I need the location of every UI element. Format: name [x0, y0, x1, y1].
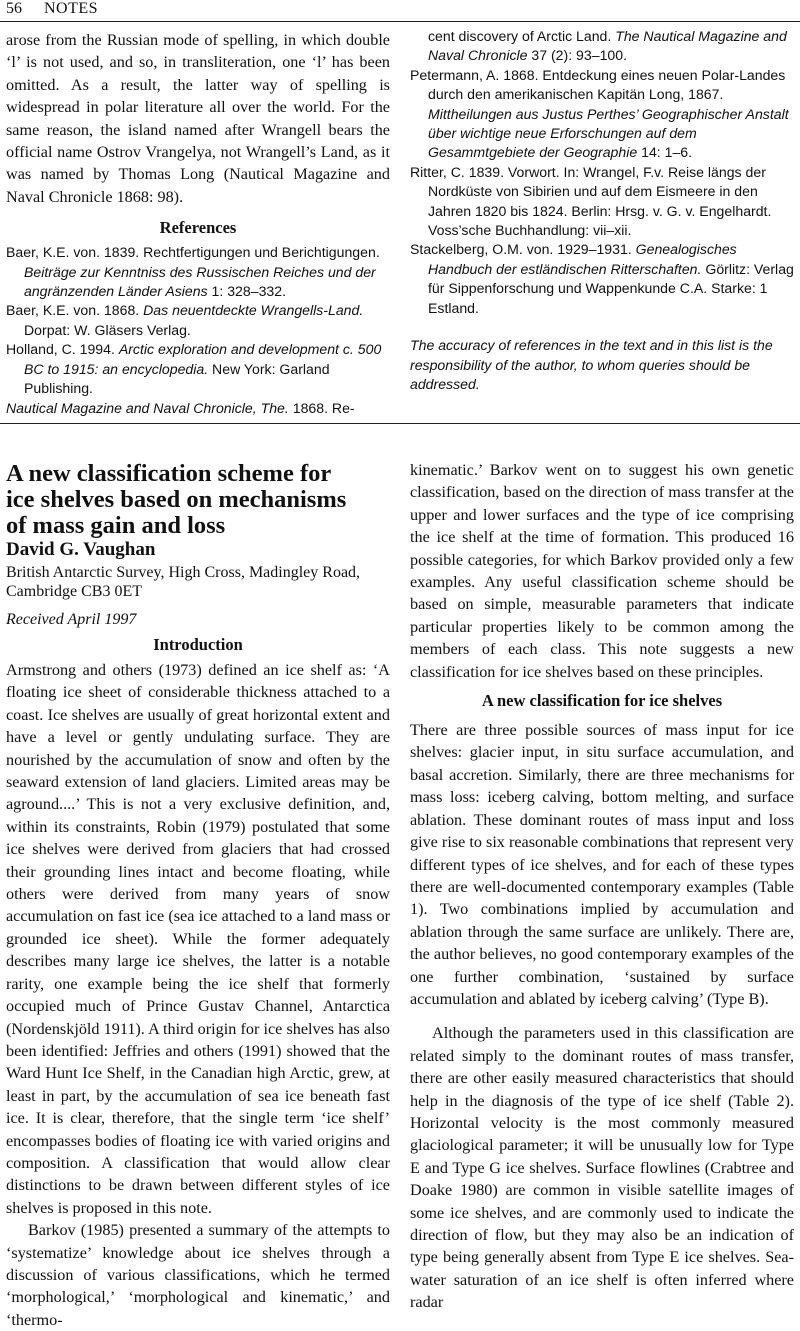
reference-entry: Petermann, A. 1868. Entdeckung eines neuen Polar-Landes durch den amerikanischen Kapitän Long, 1867. Mittheilungen aus Justus Perthes’ Geographischer Anstalt über wichtige neue Erforschungen auf dem Gesammtgebiete der Geographie 14: 1–6. [410, 66, 789, 161]
right-paragraph-3: Although the parameters used in this classification are related simply to the dominant routes of mass transfer, there are other easily measured characteristics that should help in the diagnosis of the type of ice shelf (Table 2). Horizontal velocity is the most commonly measured glaciological parameter; it will be unusually low for Type E and Type G ice shelves. Surface flowlines (Crabtree and Doake 1980) are common in visible satellite images of some ice shelves, and are commonly used to indicate the direction of flow, but they may also be an indication of type being generally absent from Type E ice shelves. Sea-water saturation of an ice shelf is often inferred where radar [410, 1024, 794, 1312]
introduction-heading: Introduction [153, 635, 243, 654]
article-author: David G. Vaughan [6, 539, 156, 560]
article-left-column [6, 461, 390, 1331]
page-number: 56 [6, 0, 22, 17]
reference-entry: Ritter, C. 1839. Vorwort. In: Wrangel, F.v. Reise längs der Nordküste von Sibirien und auf dem Eismeere in den Jahren 1820 bis 1824. Berlin: Hrsg. v. G. v. Engelhardt. Voss’sche Buchhandlung: vii–xii. [410, 163, 772, 239]
header-rule [0, 21, 800, 22]
reference-entry: Holland, C. 1994. Arctic exploration and development c. 500 BC to 1915: an encyclopedia. New York: Garland Publishing. [6, 341, 382, 397]
reference-list-left [6, 243, 390, 418]
right-paragraph-1: kinematic.’ Barkov went on to suggest his own genetic classification, based on the direction of mass transfer at the upper and lower surfaces and the type of ice comprising the ice shelf at the time of formation. This produced 16 possible categories, for which Barkov provided only a few examples. Any useful classification scheme should be based on simple, measurable parameters that indicate particular properties likely to be common among the members of each class. This note suggests a new classification for ice shelves based on these principles. [410, 461, 794, 681]
received-date: Received April 1997 [6, 611, 137, 628]
continued-paragraph: arose from the Russian mode of spelling, in which double ‘l’ is not used, and so, in transliteration, one ‘l’ has been omitted. As a result, the latter way of spelling is widespread in polar literature all over the world. For the same reason, the island named after Wrangell bears the official name Ostrov Vrangelya, not Wrangell’s Land, as it was named by Thomas Long (Nautical Magazine and Naval Chronicle 1868: 98). [6, 31, 390, 206]
reference-continuation: cent discovery of Arctic Land. The Nautical Magazine and Naval Chronicle 37 (2): 93–100. [428, 28, 787, 64]
running-title: NOTES [44, 0, 99, 17]
top-right-column [410, 27, 794, 394]
top-left-column [6, 29, 390, 418]
section-divider [0, 423, 800, 424]
article-title: A new classification scheme for ice shelves based on mechanisms of mass gain and loss [6, 460, 347, 539]
reference-entry: Stackelberg, O.M. von. 1929–1931. Genealogisches Handbuch der estländischen Ritterschaften. Görlitz: Verlag für Sippenforschung und Wappenkunde C.A. Starke: 1 Estland. [410, 241, 794, 316]
references-heading: References [159, 218, 237, 238]
reference-entry: Baer, K.E. von. 1839. Rechtfertigungen und Berichtigungen. Beiträge zur Kenntniss des Russischen Reiches und der angränzenden Länder Asiens 1: 328–332. [6, 244, 380, 300]
intro-paragraph-1: Armstrong and others (1973) defined an ice shelf as: ‘A floating ice sheet of considerable thickness attached to a coast. Ice shelves are usually of great horizontal extent and have a level or gently undulating surface. They are nourished by the accumulation of snow and often by the seaward extension of land glaciers. Limited areas may be aground....’ This is not a very exclusive definition, and, within its constraints, Robin (1979) postulated that some ice shelves were derived from glaciers that had crossed their grounding lines intact and become floating, while others were derived from many years of snow accumulation on fast ice (sea ice attached to a land mass or grounded ice sheet). While the former adequately describes many large ice shelves, the latter is a notable rarity, one example being the ice shelf that formerly occupied much of Prince Gustav Channel, Antarctica (Nordenskjöld 1911). A third origin for ice shelves has also been identified: Jeffries and others (1991) showed that the Ward Hunt Ice Shelf, in the Canadian high Arctic, grew, at least in part, by the accumulation of sea ice beneath fast ice. It is clear, therefore, that the single term ‘ice shelf’ encompasses bodies of floating ice with varied origins and composition. A classification that would allow clear distinctions to be drawn between different styles of ice shelves is proposed in this note. [6, 661, 390, 1217]
reference-entry: Nautical Magazine and Naval Chronicle, The. 1868. Re- [6, 399, 355, 416]
classification-heading: A new classification for ice shelves [481, 691, 723, 711]
author-affiliation: British Antarctic Survey, High Cross, Madingley Road, Cambridge CB3 0ET [6, 564, 361, 600]
intro-paragraph-2: Barkov (1985) presented a summary of the attempts to ‘systematize’ knowledge about ice shelves through a discussion of various classifications, which he termed ‘morphological,’ ‘morphological and kinematic,’ and ‘thermo- [6, 1221, 390, 1329]
running-header [6, 0, 786, 22]
right-paragraph-2: There are three possible sources of mass input for ice shelves: glacier input, in situ surface accumulation, and basal accretion. Similarly, there are three mechanisms for mass loss: iceberg calving, bottom melting, and surface ablation. These dominant routes of mass input and loss give rise to six reasonable combinations that represent very different types of ice shelves, and for each of these types there are well-documented contemporary examples (Table 1). Two combinations implied by accumulation and ablation through the same surface are unlikely. There are, the author believes, no good contemporary examples of the one further combination, ‘sustained by surface accumulation and ablated by iceberg calving’ (Type B). [410, 721, 794, 1008]
disclaimer-note: The accuracy of references in the text and in this list is the responsibility of the author, to whom queries should be addressed. [410, 337, 773, 392]
article-right-column [410, 459, 794, 1314]
reference-entry: Baer, K.E. von. 1868. Das neuentdeckte Wrangells-Land. Dorpat: W. Gläsers Verlag. [6, 302, 364, 338]
